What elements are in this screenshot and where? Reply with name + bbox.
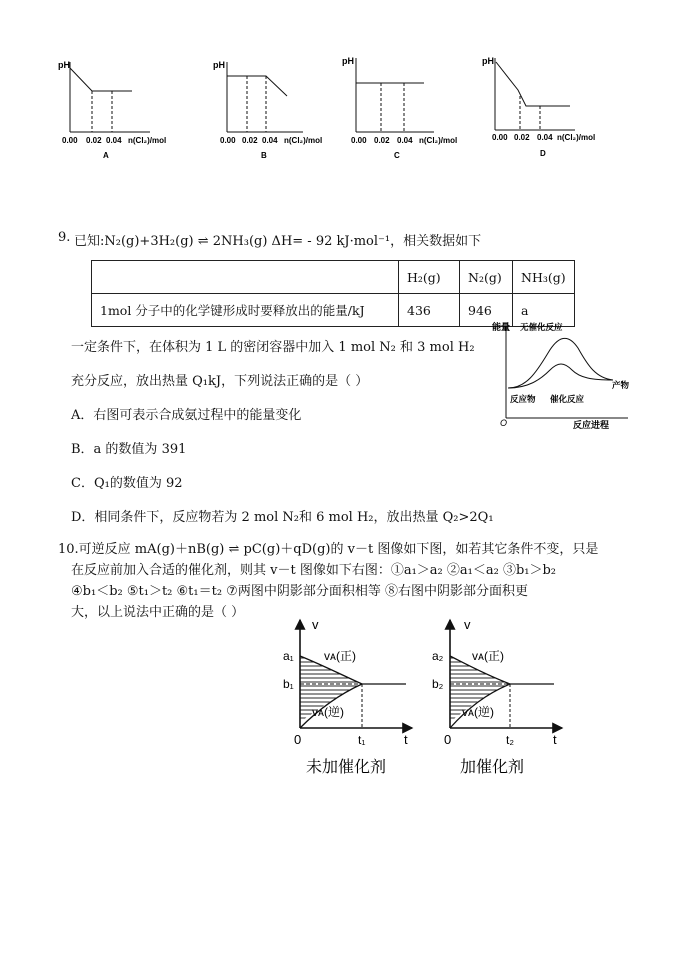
svg-text:0.02: 0.02 xyxy=(514,133,530,142)
svg-text:0.04: 0.04 xyxy=(262,136,278,145)
a1-label: a₁ xyxy=(283,649,294,663)
q9-number: 9. xyxy=(58,230,71,245)
svg-text:t: t xyxy=(404,732,408,747)
q10-line1: 10.可逆反应 mA(g)＋nB(g) ⇌ pC(g)＋qD(g)的 v－t 图像如下图，如若其它条件不变，只是 xyxy=(58,542,599,557)
q9-option-a: A．右图可表示合成氨过程中的能量变化 xyxy=(71,408,302,423)
ph-caption-d: D xyxy=(540,149,546,158)
svg-text:n(Cl₂)/mol: n(Cl₂)/mol xyxy=(284,136,323,145)
svg-text:0.04: 0.04 xyxy=(537,133,553,142)
svg-text:pH: pH xyxy=(482,56,494,66)
ph-graph-b xyxy=(213,60,322,160)
t1-label: t₁ xyxy=(358,733,366,747)
svg-text:0.02: 0.02 xyxy=(242,136,258,145)
t2-label: t₂ xyxy=(506,733,514,747)
ph-caption-b: B xyxy=(261,151,267,160)
ph-graph-a xyxy=(58,60,166,160)
svg-text:0.00: 0.00 xyxy=(492,133,508,142)
svg-text:0.04: 0.04 xyxy=(397,136,413,145)
vt-graph-right xyxy=(432,617,562,776)
table-cell: H₂(g) xyxy=(399,261,460,294)
table-cell: NH₃(g) xyxy=(513,261,575,294)
q9-line2: 充分反应，放出热量 Q₁kJ，下列说法正确的是（ ） xyxy=(71,374,369,389)
ph-caption-c: C xyxy=(394,151,400,160)
b1-label: b₁ xyxy=(283,677,294,691)
svg-text:0: 0 xyxy=(294,732,302,747)
a2-label: a₂ xyxy=(432,649,444,663)
svg-text:n(Cl₂)/mol: n(Cl₂)/mol xyxy=(128,136,167,145)
q9-energy-table xyxy=(91,260,575,327)
ph-graph-d xyxy=(482,56,595,158)
svg-text:v: v xyxy=(464,617,471,632)
table-cell xyxy=(92,261,399,294)
table-cell: 946 xyxy=(460,294,513,327)
caption-left: 未加催化剂 xyxy=(306,759,387,776)
svg-text:pH: pH xyxy=(342,56,354,66)
q10-line4: 大，以上说法中正确的是（ ） xyxy=(71,605,245,620)
vt-graphs xyxy=(270,612,580,782)
energy-y-label: 能量 xyxy=(492,322,511,332)
svg-text:0.04: 0.04 xyxy=(106,136,122,145)
q10-line2: 在反应前加入合适的催化剂，则其 v－t 图像如下右图：①a₁＞a₂ ②a₁＜a₂ ③b₁＞b₂ xyxy=(71,563,557,578)
reverse-rate-label: vᴀ(逆) xyxy=(312,705,344,719)
q9-option-d: D．相同条件下，反应物若为 2 mol N₂和 6 mol H₂，放出热量 Q₂>2Q₁ xyxy=(71,510,494,525)
table-cell: 1mol 分子中的化学键形成时要释放出的能量/kJ xyxy=(92,294,399,327)
table-cell: a xyxy=(513,294,575,327)
svg-text:pH: pH xyxy=(213,60,225,70)
caption-right: 加催化剂 xyxy=(460,759,525,776)
svg-text:0: 0 xyxy=(444,732,452,747)
forward-rate-label: vᴀ(正) xyxy=(472,649,504,663)
uncatalyzed-label: 无催化反应 xyxy=(520,322,563,332)
ph-graphs-row xyxy=(0,40,684,170)
q9-line1: 一定条件下，在体积为 1 L 的密闭容器中加入 1 mol N₂ 和 3 mol H₂ xyxy=(71,340,475,355)
products-label: 产物 xyxy=(612,380,630,390)
energy-diagram xyxy=(488,318,638,436)
svg-text:v: v xyxy=(312,617,319,632)
svg-text:O: O xyxy=(500,418,508,428)
q9-option-c: C．Q₁的数值为 92 xyxy=(71,476,183,491)
svg-text:n(Cl₂)/mol: n(Cl₂)/mol xyxy=(557,133,596,142)
b2-label: b₂ xyxy=(432,677,444,691)
table-cell: 436 xyxy=(399,294,460,327)
q10-line3: ④b₁＜b₂ ⑤t₁＞t₂ ⑥t₁＝t₂ ⑦两图中阴影部分面积相等 ⑧右图中阴影部分面积更 xyxy=(71,584,528,599)
svg-text:0.00: 0.00 xyxy=(351,136,367,145)
forward-rate-label: vᴀ(正) xyxy=(324,649,356,663)
reverse-rate-label: vᴀ(逆) xyxy=(462,705,494,719)
ph-y-label: pH xyxy=(58,60,70,70)
svg-text:0.02: 0.02 xyxy=(374,136,390,145)
ph-graph-c xyxy=(342,56,457,160)
svg-text:0.00: 0.00 xyxy=(62,136,78,145)
svg-text:0.02: 0.02 xyxy=(86,136,102,145)
q9-stem: 已知:N₂(g)+3H₂(g) ⇌ 2NH₃(g) ΔH= - 92 kJ·mol⁻¹，相关数据如下 xyxy=(74,234,482,249)
vt-graph-left xyxy=(283,617,412,776)
table-row xyxy=(92,261,575,294)
table-cell: N₂(g) xyxy=(460,261,513,294)
svg-text:反应进程: 反应进程 xyxy=(573,420,610,430)
svg-text:0.00: 0.00 xyxy=(220,136,236,145)
reactants-label: 反应物 xyxy=(510,394,536,404)
svg-text:t: t xyxy=(553,732,557,747)
ph-caption-a: A xyxy=(103,151,109,160)
catalyzed-label: 催化反应 xyxy=(550,394,585,404)
q9-option-b: B．a 的数值为 391 xyxy=(71,442,187,457)
svg-text:n(Cl₂)/mol: n(Cl₂)/mol xyxy=(419,136,458,145)
